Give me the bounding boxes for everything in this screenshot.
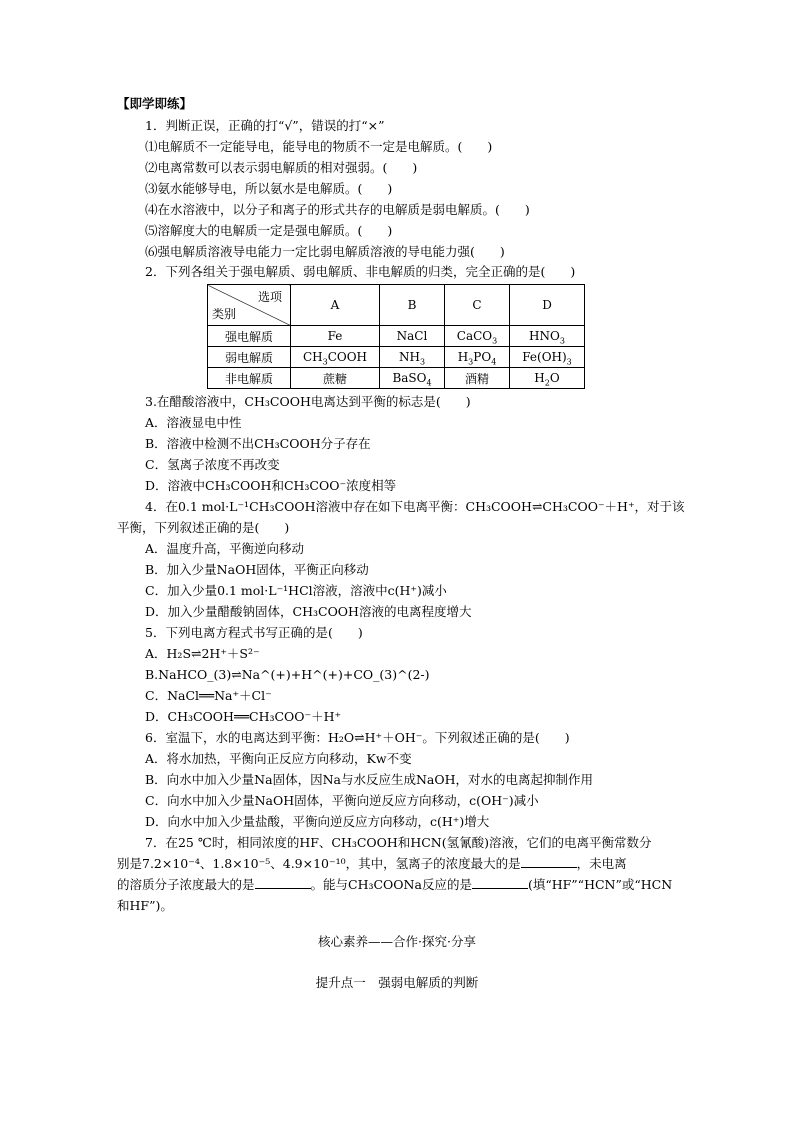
- header-category-label: 类别: [212, 307, 237, 321]
- table-cell: $Fe(OH)_3$: [510, 347, 585, 368]
- answer-blank-1[interactable]: [521, 856, 577, 868]
- row-label: 非电解质: [208, 368, 291, 389]
- q6-option: C．向水中加入少量NaOH固体，平衡向逆反应方向移动，c(OH⁻)减小: [145, 793, 539, 808]
- q5-option: A．H₂S⇌2H⁺＋S²⁻: [145, 646, 260, 661]
- q6-option: B．向水中加入少量Na固体，因Na与水反应生成NaOH，对水的电离起抑制作用: [145, 772, 594, 787]
- column-header: A: [291, 285, 380, 326]
- q4-stem-line1: 4．在0.1 mol·L⁻¹CH₃COOH溶液中存在如下电离平衡：CH₃COOH⇌CH₃COO⁻＋H⁺，对于该: [145, 499, 685, 514]
- table-row: [208, 326, 585, 347]
- table-row: [208, 347, 585, 368]
- table-cell: BaSO$_4$: [380, 368, 445, 389]
- answer-blank-2[interactable]: [255, 877, 311, 889]
- q3-option: D．溶液中CH₃COOH和CH₃COO⁻浓度相等: [145, 478, 397, 493]
- table-cell: NaCl: [380, 326, 445, 347]
- q7-line1: 7．在25 ℃时，相同浓度的HF、CH₃COOH和HCN(氢氰酸)溶液，它们的电离平衡常数分: [145, 835, 652, 850]
- q7-text: 的溶质分子浓度最大的是: [117, 877, 255, 892]
- table-cell: Fe: [291, 326, 380, 347]
- table-cell: 酒精: [445, 368, 510, 389]
- column-header: D: [510, 285, 585, 326]
- q7-text: 。能与CH₃COONa反应的是: [310, 877, 472, 892]
- q3-option: B．溶液中检测不出CH₃COOH分子存在: [145, 436, 371, 451]
- q7-text: ，未电离: [576, 856, 627, 871]
- q3-stem: 3.在醋酸溶液中，CH₃COOH电离达到平衡的标志是( ): [145, 394, 471, 409]
- table-cell: $CH_3COOH$: [291, 347, 380, 368]
- practice-heading: 【即学即练】: [117, 96, 193, 111]
- q6-stem: 6．室温下，水的电离达到平衡：H₂O⇌H⁺＋OH⁻。下列叙述正确的是( ): [145, 730, 570, 745]
- q6-option: A．将水加热，平衡向正反应方向移动，Kw不变: [145, 751, 412, 766]
- q1-item: ⑸溶解度大的电解质一定是强电解质。( ): [145, 223, 393, 238]
- row-label: 强电解质: [208, 326, 291, 347]
- table-cell: CaCO$_3$: [445, 326, 510, 347]
- q2-stem: 2．下列各组关于强电解质、弱电解质、非电解质的归类，完全正确的是( ): [145, 264, 576, 279]
- row-label: 弱电解质: [208, 347, 291, 368]
- answer-blank-3[interactable]: [472, 877, 528, 889]
- q4-option: B．加入少量NaOH固体，平衡正向移动: [145, 562, 369, 577]
- header-options-label: 选项: [257, 290, 282, 304]
- q4-option: D．加入少量醋酸钠固体，CH₃COOH溶液的电离程度增大: [145, 604, 472, 619]
- classification-table: [207, 284, 585, 389]
- q4-option: C．加入少量0.1 mol·L⁻¹HCl溶液，溶液中c(H⁺)减小: [145, 583, 447, 598]
- q7-text: 别是7.2×10⁻⁴、1.8×10⁻⁵、4.9×10⁻¹⁰，其中，氢离子的浓度最大的是: [117, 856, 521, 871]
- q3-option: C．氢离子浓度不再改变: [145, 457, 280, 472]
- q1-item: ⑶氨水能够导电，所以氨水是电解质。( ): [145, 181, 393, 196]
- q7-line4: 和HF”)。: [117, 898, 173, 913]
- q1-item: ⑷在水溶液中，以分子和离子的形式共存的电解质是弱电解质。( ): [145, 202, 530, 217]
- q1-item: ⑵电离常数可以表示弱电解质的相对强弱。( ): [145, 160, 418, 175]
- section-heading: 核心素养——合作·探究·分享: [318, 934, 476, 949]
- table-corner-cell: [208, 285, 291, 326]
- q4-option: A．温度升高，平衡逆向移动: [145, 541, 305, 556]
- q7-line3: [117, 877, 672, 893]
- table-cell: $NH_3$: [380, 347, 445, 368]
- q3-option: A．溶液显电中性: [145, 415, 242, 430]
- q7-line2: [117, 856, 627, 872]
- q5-option: B.NaHCO_(3)⇌Na^(+)+H^(+)+CO_(3)^(2-): [145, 667, 430, 682]
- table-row: [208, 368, 585, 389]
- subsection-heading: 提升点一 强弱电解质的判断: [315, 975, 479, 990]
- table-cell: $HNO_3$: [510, 326, 585, 347]
- q7-text: (填“HF”“HCN”或“HCN: [527, 877, 673, 892]
- q4-stem-line2: 平衡，下列叙述正确的是( ): [117, 520, 290, 535]
- q1-item: ⑹强电解质溶液导电能力一定比弱电解质溶液的导电能力强( ): [145, 244, 505, 259]
- table-cell: $H_3PO_4$: [445, 347, 510, 368]
- column-header: B: [380, 285, 445, 326]
- q6-option: D．向水中加入少量盐酸，平衡向逆反应方向移动，c(H⁺)增大: [145, 814, 490, 829]
- q5-stem: 5．下列电离方程式书写正确的是( ): [145, 625, 363, 640]
- q5-option: C．NaCl══Na⁺＋Cl⁻: [145, 688, 272, 703]
- q5-option: D．CH₃COOH══CH₃COO⁻＋H⁺: [145, 709, 342, 724]
- column-header: C: [445, 285, 510, 326]
- table-cell: $H_2O$: [510, 368, 585, 389]
- q1-item: ⑴电解质不一定能导电，能导电的物质不一定是电解质。( ): [145, 139, 493, 154]
- table-cell: 蔗糖: [291, 368, 380, 389]
- q1-stem: 1．判断正误，正确的打“√”，错误的打“×”: [145, 118, 385, 133]
